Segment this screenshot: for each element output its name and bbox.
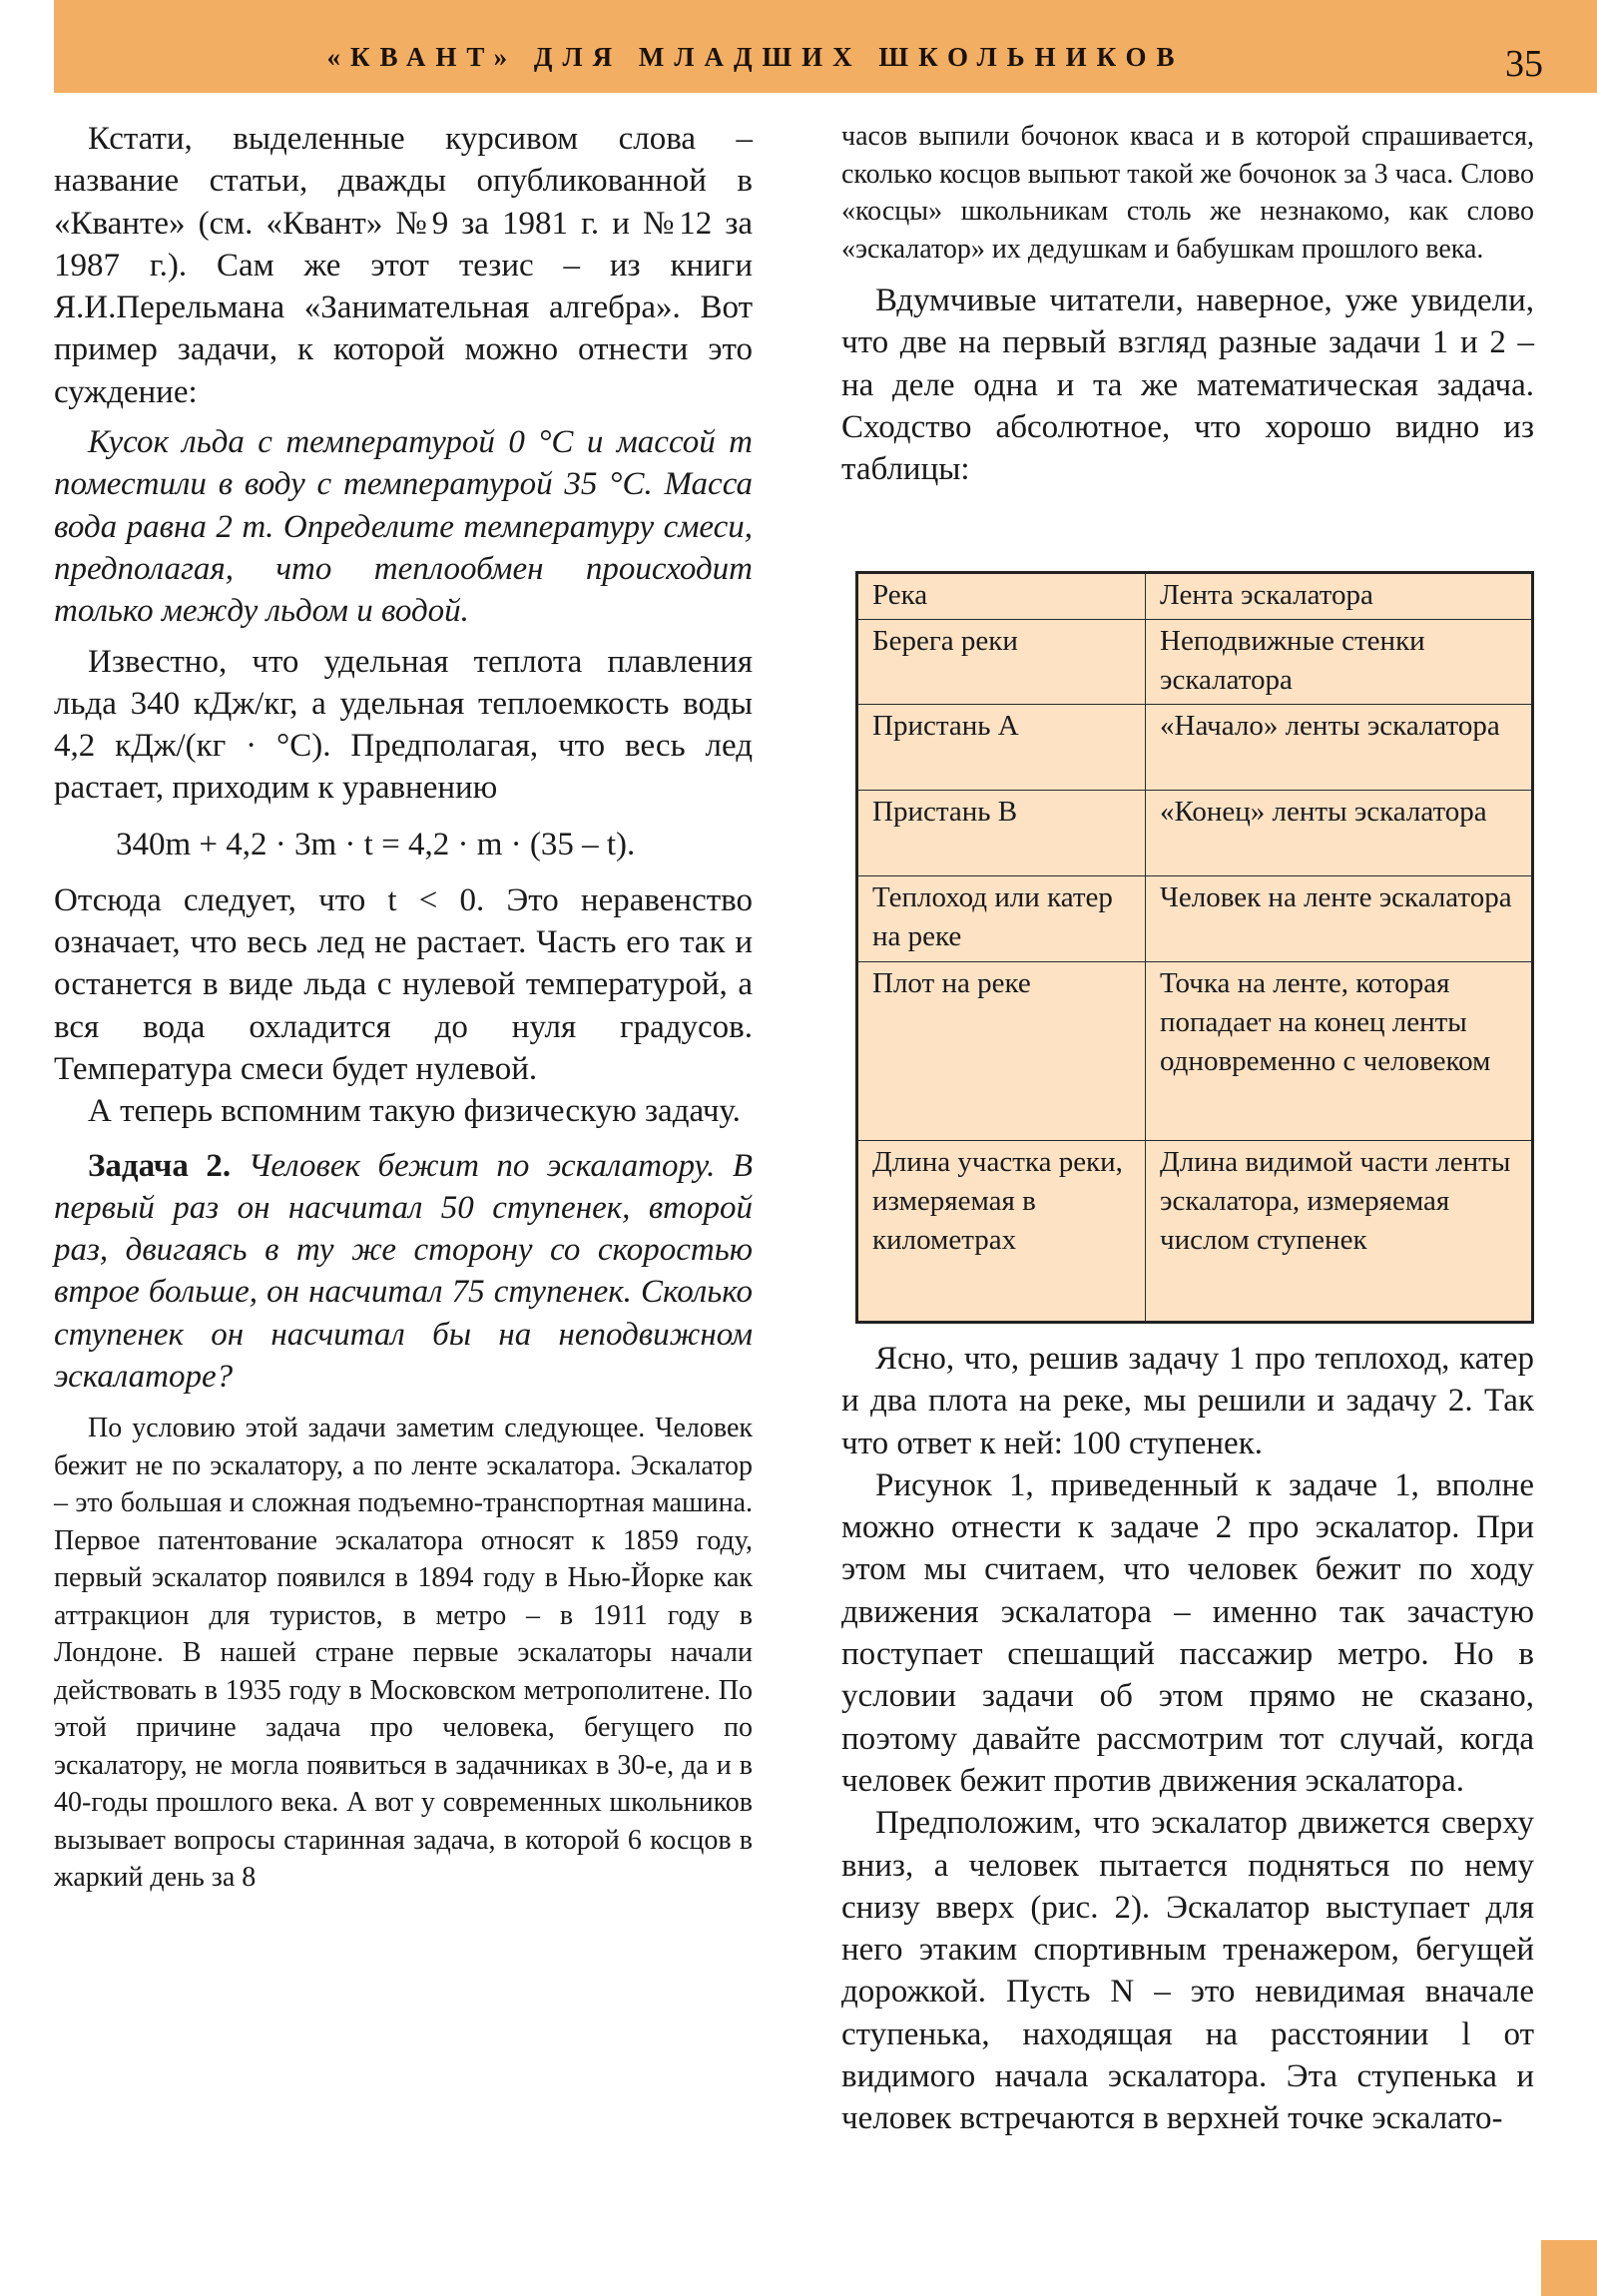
escalator-history-note: По условию этой задачи заметим следующее. Человек бежит не по эскалатору, а по ленте эскалатора. Эскалатор – это большая и сложная подъемно-транспортная машина. Первое патентование эскалатора относят к 1859 году, первый эскалатор появился в 1894 году в Нью-Йорке как аттракцион для туристов, в метро – в 1911 году в Лондоне. В нашей стране первые эскалаторы начали действовать в 1935 году в Московском метрополитене. По этой причине задача про человека, бегущего по эскалатору, не могла появиться в задачниках в 30-е, да и в 40-годы прошлого века. А вот у современных школьников вызывает вопросы старинная задача, в которой 6 косцов в жаркий день за 8 bbox=[54, 1413, 753, 1894]
table-row bbox=[857, 1141, 1533, 1323]
transition-paragraph: А теперь вспомним такую физическую задачу. bbox=[88, 1093, 741, 1130]
heat-paragraph: Известно, что удельная теплота плавления льда 340 кДж/кг, а удельная теплоемкость воды 4,2 кДж/(кг · °С). Предполагая, что весь лед растает, приходим к уравнению bbox=[54, 643, 753, 807]
table-cell: Человек на ленте эскалатора bbox=[1146, 876, 1533, 962]
figure-paragraph: Рисунок 1, приведенный к задаче 1, вполне можно отнести к задаче 2 про эскалатор. При этом мы считаем, что человек бежит по ходу движения эскалатора – именно так зачастую поступает спешащий пассажир метро. Но в условии задачи об этом прямо не сказано, поэтому давайте рассмотрим тот случай, когда человек бежит против движения эскалатора. bbox=[841, 1466, 1534, 1799]
table-cell: Длина видимой части ленты эскалатора, измеряемая числом ступенек bbox=[1146, 1141, 1533, 1323]
table-row bbox=[857, 962, 1533, 1141]
table-cell: Неподвижные стенки эскалатора bbox=[1146, 620, 1533, 705]
page-number: 35 bbox=[1505, 43, 1543, 85]
comparison-table bbox=[855, 571, 1534, 1324]
opposite-direction-paragraph: Предположим, что эскалатор движется сверху вниз, а человек пытается подняться по нему снизу вверх (рис. 2). Эскалатор выступает для него этаким спортивным тренажером, бегущей дорожкой. Пусть N – это невидимая вначале ступенька, находящая на расстоянии l от видимого начала эскалатора. Эта ступенька и человек встречаются в верхней точке эскалато- bbox=[841, 1805, 1534, 2137]
table-cell: Пристань B bbox=[857, 791, 1146, 876]
table-row bbox=[857, 573, 1533, 620]
table-cell: Теплоход или катер на реке bbox=[857, 876, 1146, 962]
conclusion-paragraph: Отсюда следует, что t < 0. Это неравенство означает, что весь лед не растает. Часть его так и останется в виде льда с нулевой температурой, а вся вода охладится до нуля градусов. Температура смеси будет нулевой. bbox=[54, 881, 753, 1087]
table-cell: Лента эскалатора bbox=[1146, 573, 1533, 620]
table-cell: Плот на реке bbox=[857, 962, 1146, 1141]
right-column-lower bbox=[841, 1338, 1534, 2140]
table-row bbox=[857, 620, 1533, 705]
table-cell: Длина участка реки, измеряемая в километрах bbox=[857, 1141, 1146, 1323]
right-column bbox=[841, 118, 1534, 490]
running-header bbox=[54, 0, 1597, 93]
header-title: «КВАНТ» ДЛЯ МЛАДШИХ ШКОЛЬНИКОВ bbox=[326, 42, 1185, 72]
table-cell: Берега реки bbox=[857, 620, 1146, 705]
left-column bbox=[54, 118, 753, 1897]
table-row bbox=[857, 876, 1533, 962]
table-cell: «Начало» ленты эскалатора bbox=[1146, 705, 1533, 791]
equation: 340m + 4,2 · 3m · t = 4,2 · m · (35 – t). bbox=[116, 826, 636, 862]
analogy-paragraph: Вдумчивые читатели, наверное, уже увидели, что две на первый взгляд разные задачи 1 и 2 – на деле одна и та же математическая задача. Сходство абсолютное, что хорошо видно из таблицы: bbox=[841, 283, 1534, 488]
task2-text: Человек бежит по эскалатору. В первый раз он насчитал 50 ступенек, второй раз, двигаясь в ту же сторону со скоростью втрое больше, он насчитал 75 ступенек. Сколько ступенек он насчитал бы на неподвижном эскалаторе? bbox=[54, 1147, 753, 1396]
task2-paragraph bbox=[54, 1145, 753, 1399]
table-cell: Пристань A bbox=[857, 705, 1146, 791]
ice-problem: Кусок льда с температурой 0 °С и массой m поместили в воду с температурой 35 °С. Масса вода равна 2 m. Определите температуру смеси, предполагая, что теплообмен происходит только между льдом и водой. bbox=[54, 424, 753, 630]
intro-paragraph: Кстати, выделенные курсивом слова – название статьи, дважды опубликованной в «Кванте» (см. «Квант» №9 за 1981 г. и №12 за 1987 г.). Сам же этот тезис – из книги Я.И.Перельмана «Занимательная алгебра». Вот пример задачи, к которой можно отнести это суждение: bbox=[54, 121, 753, 410]
table-row bbox=[857, 791, 1533, 876]
table-cell: Река bbox=[857, 573, 1146, 620]
table-cell: «Конец» ленты эскалатора bbox=[1146, 791, 1533, 876]
answer-paragraph: Ясно, что, решив задачу 1 про теплоход, катер и два плота на реке, мы решили и задачу 2. Так что ответ к ней: 100 ступенек. bbox=[841, 1341, 1534, 1461]
table-cell: Точка на ленте, которая попадает на конец ленты одновременно с человеком bbox=[1146, 962, 1533, 1141]
corner-decoration bbox=[1541, 2240, 1597, 2296]
table-row bbox=[857, 705, 1533, 791]
note-continuation: часов выпили бочонок кваса и в которой спрашивается, сколько косцов выпьют такой же бочонок за 3 часа. Слово «косцы» школьникам столь же незнакомо, как слово «эскалатор» их дедушкам и бабушкам прошлого века. bbox=[841, 121, 1534, 265]
task2-label: Задача 2. bbox=[88, 1147, 232, 1184]
